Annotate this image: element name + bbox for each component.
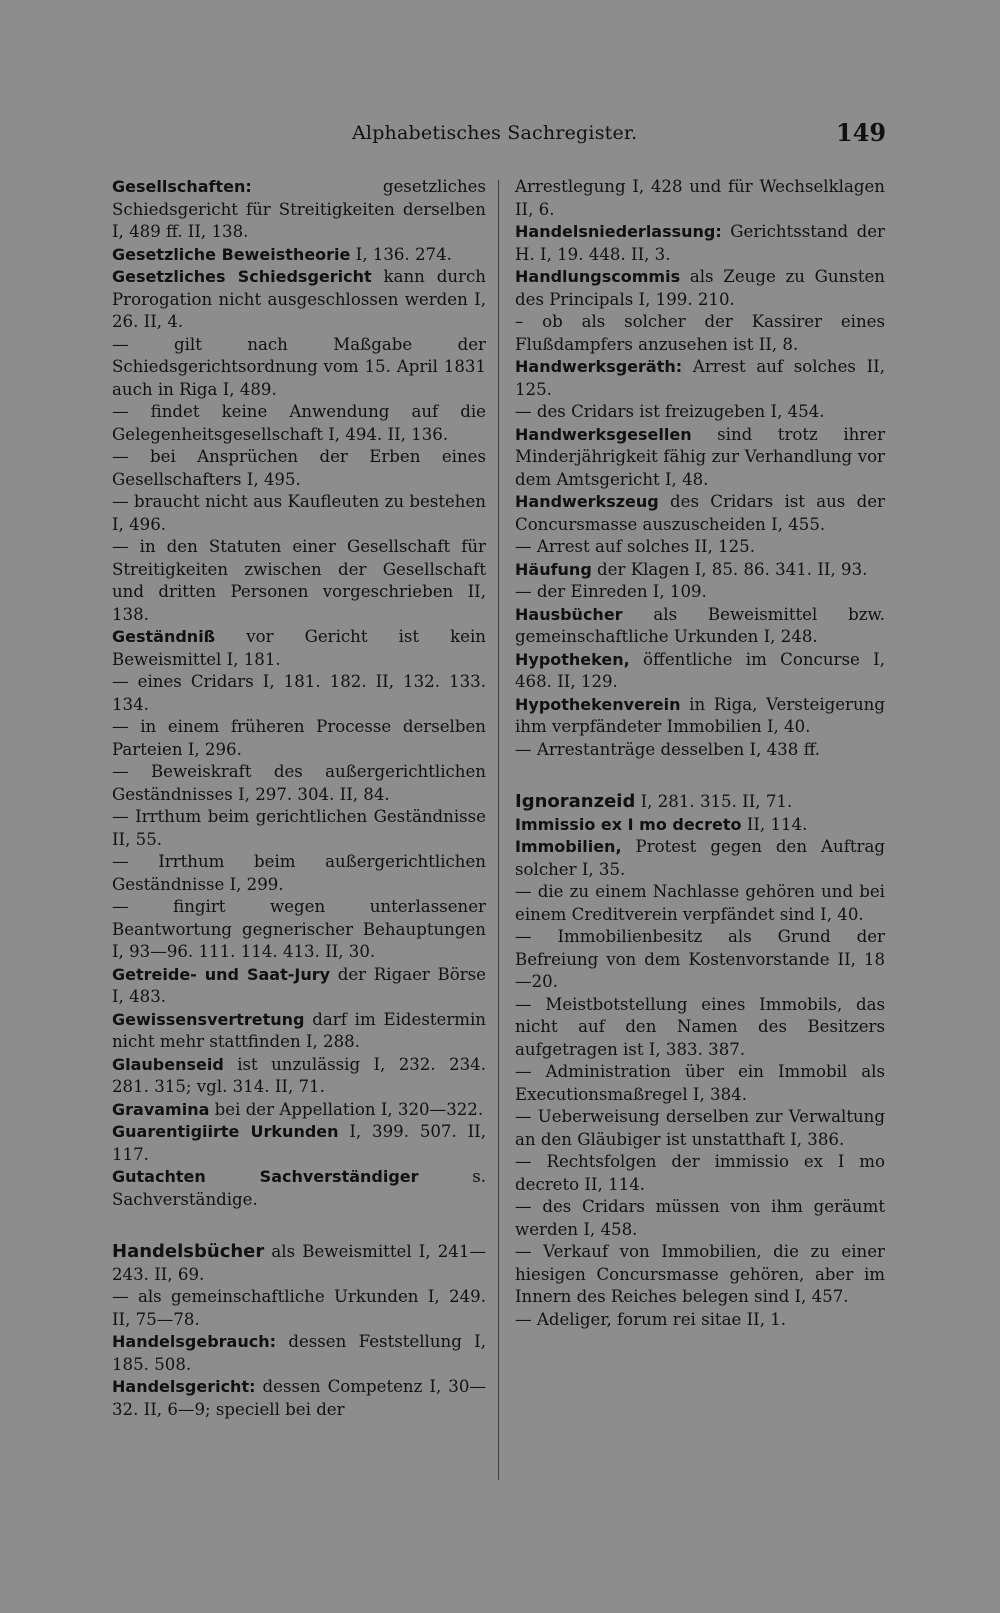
index-entry [515,926,885,994]
index-entry-text: — Administration über ein Immobil als Executionsmaßregel I, 384. [515,1062,885,1104]
index-entry [515,311,885,356]
index-entry [112,1331,486,1376]
index-entry-text: — des Cridars ist freizugeben I, 454. [515,402,825,421]
index-entry [515,604,885,649]
index-entry-text: — Rechtsfolgen der immissio ex I mo decreto II, 114. [515,1152,885,1194]
index-headword: Getreide- und Saat-Jury [112,964,331,984]
index-entry-text: — braucht nicht aus Kaufleuten zu bestehen I, 496. [112,492,486,534]
index-entry [112,1099,486,1122]
index-entry-text: — fingirt wegen unterlassener Beantwortung gegnerischer Behauptungen I, 93—96. 111. 114. 413. II, 30. [112,897,486,961]
index-entry [112,626,486,671]
index-entry [515,694,885,739]
index-entry-text: als Beweismittel bzw. gemeinschaftliche Urkunden I, 248. [515,604,885,646]
index-entry-text: Arrestlegung I, 428 und für Wechselklagen II, 6. [515,177,885,219]
index-headword: Gewissensvertretung [112,1009,305,1029]
running-head: Alphabetisches Sachregister. [352,122,638,144]
index-entry-text: Protest gegen den Auftrag solcher I, 35. [515,837,885,879]
index-headword: Handwerkszeug [515,492,659,511]
index-entry [112,761,486,806]
index-entry-text: ist unzulässig I, 232. 234. 281. 315; vgl. 314. II, 71. [112,1054,486,1096]
index-entry [112,266,486,334]
index-entry-text: — in einem früheren Processe derselben Parteien I, 296. [112,717,486,759]
index-entry-text: — Verkauf von Immobilien, die zu einer hiesigen Concursmasse gehören, aber im Innern des Reiches belegen sind I, 457. [515,1242,885,1306]
index-entry-text: — in den Statuten einer Gesellschaft für Streitigkeiten zwischen der Gesellschaft und dritten Personen vorgeschrieben II, 138. [112,537,486,624]
index-headword: Guarentigiirte Urkunden [112,1122,339,1141]
index-headword: Hypotheken, [515,649,630,669]
index-entry-text: — Arrestanträge desselben I, 438 ff. [515,739,821,759]
index-entry [112,964,486,1009]
index-entry-text: s. Sachverständige. [112,1167,486,1209]
index-entry [515,1241,885,1309]
index-headword: Immissio ex I mo decreto [515,814,742,834]
index-entry-text: vor Gericht ist kein Beweismittel I, 181. [112,627,486,669]
index-entry [515,836,885,881]
index-entry-text: — Ueberweisung derselben zur Verwaltung an den Gläubiger ist unstatthaft I, 386. [515,1107,885,1149]
index-entry-text: gesetzliches Schiedsgericht für Streitigkeiten derselben I, 489 ff. II, 138. [112,177,486,241]
index-headword: Handwerksgesellen [515,424,692,444]
index-entry [515,1196,885,1241]
index-headword: Handelsniederlassung: [515,222,722,241]
right-column [515,176,885,1331]
index-entry-text: dessen Competenz I, 30—32. II, 6—9; speciell bei der [112,1377,486,1419]
index-entry-text: öffentliche im Concurse I, 468. II, 129. [515,649,885,691]
index-entry [112,1054,486,1099]
index-entry-text: der Klagen I, 85. 86. 341. II, 93. [591,559,868,579]
index-headword: Immobilien, [515,837,622,856]
index-entry-text: — Irrthum beim gerichtlichen Geständnisse II, 55. [112,807,486,849]
section-gap [112,1211,486,1241]
index-headword: Handelsgericht: [112,1377,256,1396]
column-divider [498,180,499,1480]
index-entry-text: — eines Cridars I, 181. 182. II, 132. 133. 134. [112,672,486,714]
index-entry-text: — Meistbotstellung eines Immobils, das nicht auf den Namen des Besitzers aufgetragen ist I, 383. 387. [515,994,885,1059]
index-entry-text: — findet keine Anwendung auf die Gelegenheitsgesellschaft I, 494. II, 136. [112,402,486,444]
page-number: 149 [836,118,887,147]
index-headword: Gesellschaften: [112,177,252,196]
index-entry-text: — Arrest auf solches II, 125. [515,537,756,556]
index-headword: Glaubenseid [112,1054,224,1074]
index-entry-text: — die zu einem Nachlasse gehören und bei einem Creditverein verpfändet sind I, 40. [515,882,885,924]
index-entry-text: — Beweiskraft des außergerichtlichen Geständnisses I, 297. 304. II, 84. [112,762,486,804]
index-entry [515,401,885,424]
index-entry [515,581,885,604]
index-entry [515,1061,885,1106]
index-entry [515,559,885,582]
index-entry-text: Gerichtsstand der H. I, 19. 448. II, 3. [515,222,885,264]
index-entry-text: — Irrthum beim außergerichtlichen Geständnisse I, 299. [112,852,486,894]
index-headword: Ignoranzeid [515,791,636,812]
index-entry-text: — bei Ansprüchen der Erben eines Gesellschafters I, 495. [112,447,486,489]
index-entry [515,266,885,311]
index-entry [515,791,885,814]
index-entry-text: – ob als solcher der Kassirer eines Flußdampfers anzusehen ist II, 8. [515,312,885,354]
index-entry [515,881,885,926]
index-entry [515,649,885,694]
index-entry-text: bei der Appellation I, 320—322. [209,1099,484,1119]
index-entry [515,739,885,762]
index-entry [112,1009,486,1054]
index-headword: Häufung [515,559,592,579]
index-entry-text: des Cridars ist aus der Concursmasse auszuscheiden I, 455. [515,492,885,534]
index-headword: Handelsgebrauch: [112,1332,276,1351]
index-entry [112,176,486,244]
index-headword: Gutachten Sachverständiger [112,1167,419,1186]
index-headword: Gesetzliche Beweistheorie [112,244,351,264]
index-entry [112,334,486,402]
index-entry [112,1376,486,1421]
index-entry [112,716,486,761]
index-entry-text: — als gemeinschaftliche Urkunden I, 249. II, 75—78. [112,1287,486,1329]
left-column [112,176,486,1421]
index-entry-text: — Immobilienbesitz als Grund der Befreiung von dem Kostenvorstande II, 18—20. [515,927,885,991]
index-entry-text: in Riga, Versteigerung ihm verpfändeter Immobilien I, 40. [515,694,885,736]
index-entry [112,536,486,626]
index-entry [112,446,486,491]
index-entry [112,1241,486,1286]
index-entry [112,491,486,536]
index-entry-text: Arrest auf solches II, 125. [515,357,885,399]
index-entry [112,806,486,851]
index-headword: Geständniß [112,627,216,646]
index-entry-text: — Adeliger, forum rei sitae II, 1. [515,1309,787,1329]
index-entry [515,221,885,266]
index-entry-text: kann durch Prorogation nicht ausgeschlossen werden I, 26. II, 4. [112,267,486,331]
index-entry [112,896,486,964]
index-entry-text: II, 114. [741,814,808,834]
index-entry-text: als Zeuge zu Gunsten des Principals I, 199. 210. [515,267,885,309]
index-entry [515,1106,885,1151]
index-entry-text: sind trotz ihrer Minderjährigkeit fähig zur Verhandlung vor dem Amtsgericht I, 48. [515,424,885,489]
index-entry-text: — der Einreden I, 109. [515,582,707,601]
index-headword: Handwerksgeräth: [515,357,683,376]
index-headword: Hypothekenverein [515,694,681,714]
index-entry-text: als Beweismittel I, 241—243. II, 69. [112,1242,486,1284]
index-entry-text: — gilt nach Maßgabe der Schiedsgerichtsordnung vom 15. April 1831 auch in Riga I, 489. [112,334,486,399]
index-entry [112,671,486,716]
index-entry [515,814,885,837]
index-entry [112,1286,486,1331]
index-entry-text: — des Cridars müssen von ihm geräumt werden I, 458. [515,1197,885,1239]
index-headword: Gesetzliches Schiedsgericht [112,267,372,286]
index-entry [515,536,885,559]
index-entry [515,491,885,536]
index-entry-text: I, 399. 507. II, 117. [112,1122,486,1164]
section-gap [515,761,885,791]
index-headword: Handlungscommis [515,267,681,286]
index-headword: Gravamina [112,1099,210,1119]
index-entry [112,851,486,896]
index-headword: Hausbücher [515,604,623,624]
index-entry-text: der Rigaer Börse I, 483. [112,964,486,1006]
index-headword: Handelsbücher [112,1241,265,1262]
index-entry-text: darf im Eidestermin nicht mehr stattfinden I, 288. [112,1009,486,1051]
index-entry [515,994,885,1062]
index-entry [112,1121,486,1166]
index-entry-text: I, 136. 274. [350,244,452,264]
index-entry [515,1151,885,1196]
page-header [0,118,1000,158]
index-entry-text: I, 281. 315. II, 71. [635,792,793,811]
index-entry-text: dessen Feststellung I, 185. 508. [112,1332,486,1374]
index-entry [112,244,486,267]
index-entry [515,356,885,401]
index-entry [515,1309,885,1332]
index-entry [515,176,885,221]
index-entry [112,1166,486,1211]
index-entry [112,401,486,446]
index-entry [515,424,885,492]
